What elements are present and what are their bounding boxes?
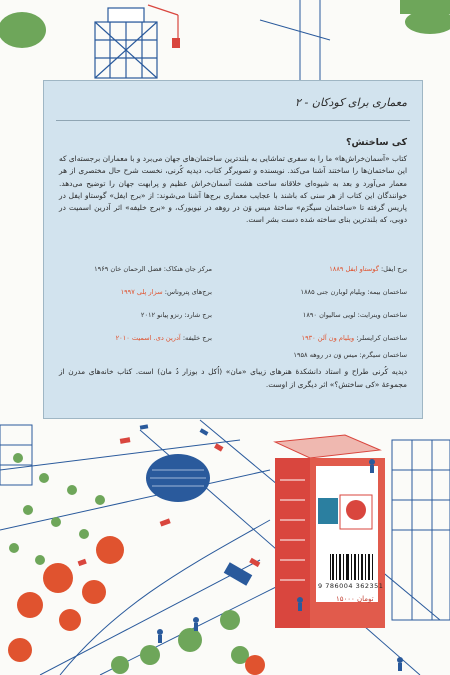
timeline-item: ساختمان سیگرم: میس وَن در روهه ۱۹۵۸	[293, 351, 407, 359]
tower-illustration	[95, 5, 178, 78]
tree-group	[8, 453, 265, 675]
series-title: معماری برای کودکان - ۲	[295, 96, 407, 109]
timeline-item: ساختمان وینرایت: لویی سالیوان ۱۸۹۰	[302, 311, 407, 319]
timeline-item: برج شارد: رنزو پیانو ۲۰۱۲	[140, 311, 212, 319]
divider	[56, 120, 410, 121]
timeline-item: برج‌های پتروناس: سزار پلی ۱۹۹۷	[120, 288, 212, 296]
timeline-item: برج خلیفه: آدرین دی. اسمیت ۲۰۱۰	[115, 334, 212, 342]
publisher-logo-icon	[318, 495, 372, 529]
price-label: ۱۵۰۰۰ تومان	[336, 595, 374, 603]
author-bio: دیدیه کُرنی طراح و استاد دانشکدهٔ هنرهای زیبای «مان» (اُکل د بوزار دُ مان) است. کتاب خانه‌های مدرن از مجموعهٔ «کی ساختش؟» اثر دیگری از اوست.	[59, 367, 407, 389]
timeline-item: ساختمان کرایسلر: ویلیام ون آلن ۱۹۳۰	[301, 334, 407, 342]
question-heading: کی ساختش؟	[345, 137, 407, 148]
timeline-item: برج ایفل: گوستاو ایفل ۱۸۸۹	[329, 265, 407, 273]
tree-shape	[0, 12, 46, 48]
timeline-item: ساختمان بیمه: ویلیام لوبارن جنی ۱۸۸۵	[300, 288, 407, 296]
timeline-item: مرکز جان هنکاک: فضل الرحمان خان ۱۹۶۹	[94, 265, 212, 273]
isbn-number: 9 786004 362351	[318, 582, 384, 590]
intro-text: کتاب «آسمان‌خراش‌ها» ما را به سفری تماشایی به بلندترین ساختمان‌های جهان می‌برد و با معماران برجسته‌ای که این ساختمان‌ها را ساختند آشنا می‌کند. نویسنده و تصویرگر کتاب، دیدیه کُرنی، نخست شرح حال مختصری از هر معمار می‌آورد و بعد به شیوه‌ای خلاقانه ساخت هشت آسمان‌خراش عظیم و پرابهت جهان را توضیح می‌دهد. خوانندگان این کتاب از هر سنی که باشند با عجایب معماری برج‌ها آشنا می‌شوند: از «برج ایفل» گوستاو ایفل در پاریس گرفته تا «ساختمان سیگرَم» ساختهٔ میس وَن در روهه در نیویورک، و «برج خلیفه» اثر آدرین اسمیت در دوبی، که بلندترین بنای ساخته شده دست بشر است.	[59, 154, 407, 225]
back-cover-panel	[43, 80, 423, 419]
